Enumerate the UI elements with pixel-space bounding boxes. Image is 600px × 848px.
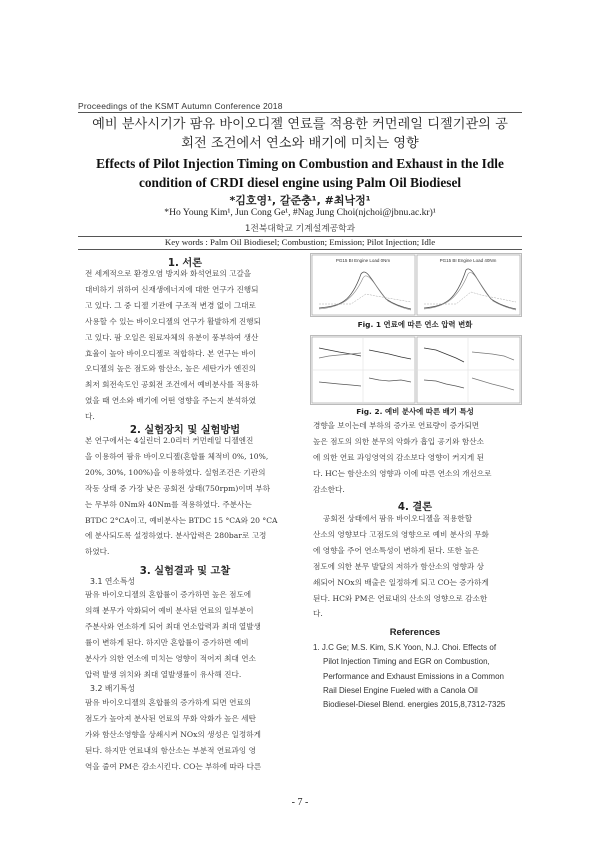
conclusion-heading: 4. 결론 bbox=[397, 502, 433, 513]
method-line: 에 분사되도록 설정하였다. 분사압력은 280bar로 고정 bbox=[85, 531, 267, 541]
method-paragraph bbox=[85, 433, 292, 560]
header-rule bbox=[78, 112, 522, 113]
intro-line: 다. bbox=[85, 412, 95, 422]
conclusion-line: 산소의 영향보다 고점도의 영향으로 예비 분사의 무화 bbox=[313, 529, 489, 539]
figure-2-image bbox=[310, 335, 522, 405]
method-line: 작동 상태 중 가장 낮은 공회전 상태(750rpm)이며 부하 bbox=[85, 483, 271, 493]
method-line: 20%, 30%, 100%)을 이용하였다. 실험조건은 기관의 bbox=[85, 467, 266, 477]
exhaust-line: 팜유 바이오디젤의 혼합률의 증가하게 되면 연료의 bbox=[85, 698, 252, 707]
results-heading: 3. 실험결과 및 고찰 bbox=[139, 566, 231, 577]
figure-1-caption: Fig. 1 연료에 따른 연소 압력 변화 bbox=[357, 320, 473, 329]
conclusion-line: 쇄되어 NOx의 배출은 일정하게 되고 CO는 증가하게 bbox=[313, 577, 489, 587]
exhaust-line: 된다. 하지만 연료내의 함산소는 부분적 연료과잉 영 bbox=[85, 745, 256, 755]
korean-authors: *김호영¹, 갈준충¹, #최낙정¹ bbox=[229, 194, 371, 207]
method-heading: 2. 실험장치 및 실험방법 bbox=[129, 425, 241, 436]
english-title-line1: Effects of Pilot Injection Timing on Combustion and Exhaust in the Idle bbox=[96, 156, 504, 171]
intro-line: 고 있다. 그 중 디젤 기관에 구조적 변경 없이 그대로 bbox=[85, 300, 256, 310]
exhaust-line: 역을 줄여 PM은 감소시킨다. CO는 부하에 따라 다른 bbox=[85, 761, 262, 771]
proceedings-header: Proceedings of the KSMT Autumn Conference 2018 bbox=[78, 101, 283, 111]
intro-line: 고 있다. 팜 오일은 원료자체의 유분이 풍부하여 생산 bbox=[85, 332, 259, 342]
method-line: 는 무부하 0Nm와 40Nm를 적용하였다. 주분사는 bbox=[85, 499, 252, 509]
figure-2-caption: Fig. 2. 예비 분사에 따른 배기 특성 bbox=[356, 407, 474, 416]
exhaust-line: 가와 함산소영향을 상쇄시켜 NOx의 생성은 일정하게 bbox=[85, 729, 261, 739]
fig1-right-title: PG15 BI Engine Load 40Nm bbox=[439, 258, 497, 263]
references-heading: References bbox=[389, 626, 441, 637]
method-line: 하였다. bbox=[85, 547, 110, 557]
reference-line: Pilot Injection Timing and EGR on Combustion, bbox=[323, 657, 490, 667]
english-authors: *Ho Young Kim¹, Jun Cong Ge¹, #Nag Jung Choi(njchoi@jbnu.ac.kr)¹ bbox=[164, 207, 436, 218]
conclusion-line: 에 영향을 주어 연소특성이 변하게 된다. 또한 높은 bbox=[313, 545, 480, 555]
conclusion-line: 된다. HC와 PM은 연료내의 산소의 영향으로 감소한 bbox=[313, 593, 488, 603]
figure-1-image bbox=[310, 253, 522, 317]
exhaust-line: 점도가 높아져 분사된 연료의 무화 악화가 높은 세탄 bbox=[85, 713, 256, 723]
exhaust-paragraph bbox=[85, 695, 292, 775]
reference-line: Rail Diesel Engine Fueled with a Canola Oil bbox=[323, 685, 478, 695]
conclusion-line: 다. bbox=[313, 609, 323, 619]
intro-paragraph bbox=[85, 266, 292, 425]
keywords: Key words : Palm Oil Biodiesel; Combustion; Emission; Pilot Injection; Idle bbox=[164, 237, 436, 247]
english-title-line2: condition of CRDI diesel engine using Palm Oil Biodiesel bbox=[138, 175, 462, 190]
keywords-rule-bottom bbox=[78, 249, 522, 250]
reference-line: Performance and Exhaust Emissions in a Common bbox=[323, 671, 504, 681]
intro-line: 전 세계적으로 환경오염 방지와 화석연료의 고갈을 bbox=[85, 269, 252, 278]
method-line: BTDC 2°CA이고, 예비분사는 BTDC 15 °CA와 20 °CA bbox=[85, 515, 278, 525]
intro-line: 사용할 수 있는 바이오디젤의 연구가 활발하게 진행되 bbox=[85, 316, 261, 326]
conclusion-line: 점도에 의한 분무 발달의 저하가 함산소의 영향과 상 bbox=[313, 561, 484, 571]
korean-title-line2: 회전 조건에서 연소와 배기에 미치는 영향 bbox=[181, 136, 419, 151]
intro-line: 오디젤의 높은 점도와 함산소, 높은 세탄가가 엔진의 bbox=[85, 364, 256, 374]
exhaust-cont-line: 감소한다. bbox=[313, 484, 345, 494]
page-number: - 7 - bbox=[291, 797, 309, 808]
intro-heading: 1. 서론 bbox=[167, 258, 203, 269]
reference-line: 1. J.C Ge; M.S. Kim, S.K Yoon, N.J. Choi. Effects of bbox=[313, 643, 497, 652]
subsection-3-2: 3.2 배기특성 bbox=[90, 684, 136, 693]
intro-line: 최저 회전속도인 공회전 조건에서 예비분사를 적용하 bbox=[85, 380, 259, 390]
intro-line: 효율이 높아 바이오디젤로 적합하다. 본 연구는 바이 bbox=[85, 348, 256, 358]
exhaust-cont-line: 높은 점도의 의한 분무의 악화가 흡입 공기와 함산소 bbox=[313, 436, 484, 446]
method-line: 을 이용하여 팜유 바이오디젤(혼합률 체적비 0%, 10%, bbox=[85, 451, 269, 461]
korean-title-line1: 예비 분사시기가 팜유 바이오디젤 연료를 적용한 커먼레일 디젤기관의 공 bbox=[92, 117, 508, 132]
exhaust-cont-line: 경향을 보이는데 부하의 증가로 연료량이 증가되면 bbox=[313, 421, 480, 430]
exhaust-cont-line: 다. HC는 함산소의 영향과 이에 따른 연소의 개선으로 bbox=[313, 468, 492, 478]
reference-1 bbox=[313, 641, 520, 712]
combustion-line: 의해 분무가 악화되어 예비 분사된 연료의 일부분이 bbox=[85, 605, 254, 615]
combustion-line: 팜유 바이오디젤의 혼합률이 증가하면 높은 점도에 bbox=[85, 590, 252, 599]
combustion-paragraph bbox=[85, 587, 292, 682]
exhaust-continued-paragraph bbox=[313, 418, 520, 498]
exhaust-cont-line: 에 의한 연료 과잉영역의 감소보다 영향이 커지게 된 bbox=[313, 452, 484, 462]
conclusion-paragraph bbox=[313, 511, 520, 622]
fig1-left-title: PG15 BI Engine Load 0Nm bbox=[335, 258, 391, 263]
figure-1-plot bbox=[311, 254, 521, 316]
subsection-3-1: 3.1 연소특성 bbox=[90, 577, 136, 586]
combustion-line: 분사가 의한 연소에 미치는 영향이 적어져 최대 연소 bbox=[85, 653, 256, 663]
affiliation: 1전북대학교 기계설계공학과 bbox=[244, 224, 356, 234]
reference-line: Biodiesel-Diesel Blend. energies 2015,8,7312-7325 bbox=[323, 700, 506, 710]
combustion-line: 압력 발생 위치와 최대 열발생률이 유사해 진다. bbox=[85, 669, 242, 679]
conclusion-line: 공회전 상태에서 팜유 바이오디젤을 적용한할 bbox=[323, 514, 473, 523]
intro-line: 대비하기 위하여 신재생에너지에 대한 연구가 진행되 bbox=[85, 284, 259, 294]
combustion-line: 주분사와 연소하게 되어 최대 연소압력과 최대 열발생 bbox=[85, 621, 261, 631]
intro-line: 였을 때 연소와 배기에 어떤 영향을 주는지 분석하였 bbox=[85, 396, 256, 406]
method-line: 본 연구에서는 4실린더 2.0리터 커먼레일 디젤엔진 bbox=[85, 436, 254, 445]
combustion-line: 률이 변하게 된다. 하지만 혼합률이 증가하면 예비 bbox=[85, 637, 249, 647]
figure-2-plot bbox=[311, 336, 521, 404]
